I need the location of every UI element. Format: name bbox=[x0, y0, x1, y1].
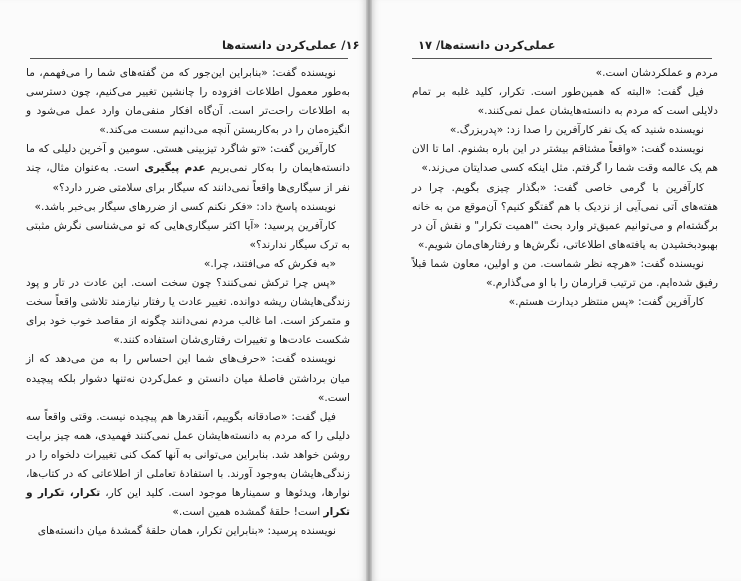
bold-term: عدم پیگیری bbox=[144, 162, 206, 175]
paragraph: نویسنده شنید که یک نفر کارآفرین را صدا زد: «پدربزرگ.» bbox=[449, 124, 704, 137]
paragraph: نویسنده گفت: «بنابراین این‌جور که من گفته‌های شما را می‌فهمم، ما به‌طور معمول اطلاعات افزوده را چانشین تغییر می‌کنیم، چون دسترسی به اطلاعات راحت‌تر است. آن‌گاه افکار منفی‌مان وارد عمل می‌شود و انگیزه‌مان را در به‌کاربستن آنچه می‌دانیم سست می‌کند.» bbox=[26, 67, 350, 137]
paragraph: نویسنده گفت: «حرف‌های شما این احساس را به من می‌دهد که از میان برداشتن فاصلهٔ میان دانستن و عمل‌کردن نه‌تنها دشوار بلکه پیچیده است.» bbox=[26, 353, 350, 404]
right-page-header: عملی‌کردن دانسته‌ها/ ۱۷ bbox=[418, 38, 556, 52]
right-page bbox=[372, 0, 741, 581]
right-page-body bbox=[412, 64, 718, 312]
paragraph: نویسنده گفت: «واقعاً مشتاقم بیشتر در این باره بشنوم. اما تا الان هم یک عالمه وقت شما را گرفتم. مثل اینکه کسی صدایتان می‌زند.» bbox=[412, 143, 718, 175]
left-page bbox=[0, 0, 366, 581]
left-header-rule bbox=[30, 58, 348, 59]
paragraph: کارآفرین پرسید: «آیا اکثر سیگاری‌هایی که تو می‌شناسی نگرش مثبتی به ترک سیگار ندارند؟» bbox=[26, 219, 350, 251]
paragraph: فیل گفت: «البته که همین‌طور است. تکرار، کلید غلبه بر تمام دلایلی است که مردم به دانسته‌هایشان عمل نمی‌کنند.» bbox=[412, 86, 718, 118]
bold-term: تکرار، تکرار و تکرار bbox=[26, 487, 350, 519]
paragraph: کارآفرین با گرمی خاصی گفت: «بگذار چیزی بگویم. چرا در هفته‌های آتی نمی‌آیی از نزدیک با هم گفتگو کنیم؟ آن‌موقع من به خانه برگشته‌ام و می‌توانیم عمیق‌تر وارد بحث "اهمیت تکرار" و نقش آن در بهبودبخشیدن به یافته‌های اطلاعاتی، نگرش‌ها و رفتارهای‌مان شویم.» bbox=[412, 181, 718, 251]
left-page-body bbox=[26, 64, 350, 541]
right-header-rule bbox=[412, 58, 712, 59]
paragraph: نویسنده پاسخ داد: «فکر نکنم کسی از ضررهای سیگار بی‌خبر باشد.» bbox=[34, 200, 336, 213]
paragraph: «پس چرا ترکش نمی‌کنند؟ چون سخت است. این عادت در تار و پود زندگی‌هایشان ریشه دوانده. تغییر عادت یا رفتار نیازمند تلاشی واقعاً سخت و متمرکز است. اما غالب مردم نمی‌دانند چگونه از مقاصد خوب خود برای شکست عادت‌ها و تغییرات رفتاری‌شان استفاده کنند.» bbox=[26, 277, 350, 347]
left-page-header: ۱۶/ عملی‌کردن دانسته‌ها bbox=[222, 38, 360, 52]
paragraph: کارآفرین گفت: «تو شاگرد تیزبینی هستی. سومین و آخرین دلیلی که ما دانسته‌هایمان را به‌کار نمی‌بریم عدم پیگیری است. به‌عنوان مثال، چند نفر از سیگاری‌ها واقعاً نمی‌دانند که سیگار برای سلامتی ضرر دارد؟» bbox=[26, 143, 350, 194]
paragraph: فیل گفت: «صادقانه بگوییم، آنقدرها هم پیچیده نیست. وقتی واقعاً سه دلیلی را که مردم به دانسته‌هایشان عمل نمی‌کنند فهمیدی، همه چیز برایت روشن خواهد شد. بنابراین می‌توانی به آنها کمک کنی تغییرات دلخواه را در زندگی‌هایشان به‌وجود آورند. با استفادهٔ تعاملی از اطلاعاتی که در کتاب‌ها، نوارها، ویدئوها و سمینارها موجود است. کلید این کار، تکرار، تکرار و تکرار است! حلقهٔ گمشده همین است.» bbox=[26, 410, 350, 519]
paragraph: نویسنده پرسید: «بنابراین تکرار، همان حلقهٔ گمشدهٔ میان دانسته‌های bbox=[37, 525, 336, 538]
paragraph: نویسنده گفت: «هرچه نظر شماست. من و اولین، معاون شما قبلاً رفیق شده‌ایم. من ترتیب قرارمان را با او می‌گذارم.» bbox=[412, 257, 718, 290]
paragraph: مردم و عملکردشان است.» bbox=[595, 67, 718, 79]
paragraph: «به فکرش که می‌افتند، چرا.» bbox=[203, 257, 336, 270]
paragraph: کارآفرین گفت: «پس منتظر دیدارت هستم.» bbox=[508, 296, 704, 309]
